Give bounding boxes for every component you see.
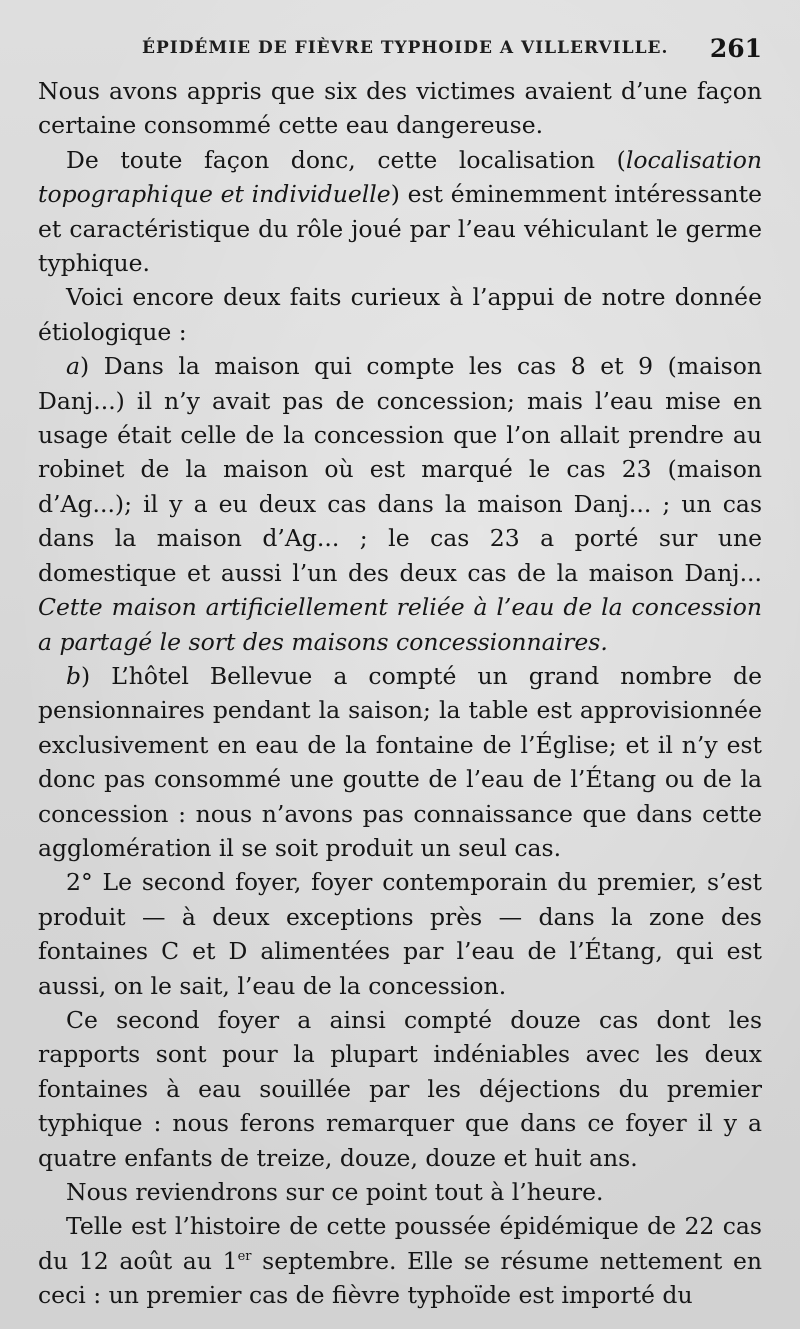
paragraph-7 <box>38 1003 762 1175</box>
paragraph-5-text: ) L’hôtel Bellevue a compté un grand nombre de pensionnaires pendant la saison; la table est approvisionnée exclusivement en eau de la fontaine de l’Église; et il n’y est donc pas consommé une goutte de l’eau de l’Étang ou de la concession : nous n’avons pas connaissance que dans cette agglomération il se soit produit un seul cas. <box>38 661 762 862</box>
paragraph-6 <box>38 865 762 1003</box>
paragraph-1-text: Nous avons appris que six des victimes avaient d’une façon certaine consommé cette eau dangereuse. <box>38 77 762 140</box>
paragraph-2 <box>38 143 762 281</box>
paragraph-5 <box>38 659 762 865</box>
page-number: 261 <box>709 34 762 63</box>
paragraph-2-italic: localisation topographique et individuelle <box>38 145 762 209</box>
paragraph-4-italic: Cette maison artificiellement reliée à l’eau de la concession a partagé le sort des maisons concessionnaires. <box>38 593 762 656</box>
paragraph-8 <box>38 1175 762 1209</box>
paragraph-7-text: Ce second foyer a ainsi compté douze cas dont les rapports sont pour la plupart indéniables avec les deux fontaines à eau souillée par les déjections du premier typhique : nous ferons remarquer que dans ce foyer il y a quatre enfants de treize, douze, douze et huit ans. <box>38 1005 762 1172</box>
paragraph-1 <box>38 74 762 143</box>
paragraph-6-text: 2° Le second foyer, foyer contemporain du premier, s’est produit — à deux exceptions près — dans la zone des fontaines C et D alimentées par l’eau de l’Étang, qui est aussi, on le sait, l’eau de la concession. <box>38 868 762 1000</box>
paragraph-2-text-a: De toute façon donc, cette localisation ( <box>66 145 626 174</box>
paragraph-2-text-b: ) est éminemment intéressante et caractéristique du rôle joué par l’eau véhiculant le germe typhique. <box>38 180 762 278</box>
paragraph-8-text: Nous reviendrons sur ce point tout à l’heure. <box>66 1178 604 1206</box>
paragraph-4-text: ) Dans la maison qui compte les cas 8 et 9 (maison Danj...) il n’y avait pas de concession; mais l’eau mise en usage était celle de la concession que l’on allait prendre au robinet de la maison où est marqué le cas 23 (maison d’Ag...); il y a eu deux cas dans la maison Danj... ; un cas dans la maison d’Ag... ; le cas 23 a porté sur une domestique et aussi l’un des deux cas de la maison Danj... <box>38 352 762 587</box>
paragraph-3 <box>38 280 762 349</box>
paragraph-9-text-a: Telle est l’histoire de cette poussée épidémique de 22 cas du 12 août au 1 <box>38 1212 762 1275</box>
paragraph-4 <box>38 349 762 659</box>
running-title: ÉPIDÉMIE DE FIÈVRE TYPHOIDE A VILLERVILLE. <box>142 38 669 58</box>
item-b-letter: b <box>66 661 82 690</box>
paragraph-9 <box>38 1209 762 1312</box>
page-header <box>38 34 762 66</box>
paragraph-9-text-b: septembre. Elle se résume nettement en ceci : un premier cas de fièvre typhoïde est importé du <box>38 1246 763 1310</box>
paragraph-3-text: Voici encore deux faits curieux à l’appui de notre donnée étiologique : <box>38 283 762 346</box>
body-text <box>38 74 762 1313</box>
ordinal-superscript: er <box>237 1248 252 1264</box>
item-a-letter: a <box>66 352 81 381</box>
